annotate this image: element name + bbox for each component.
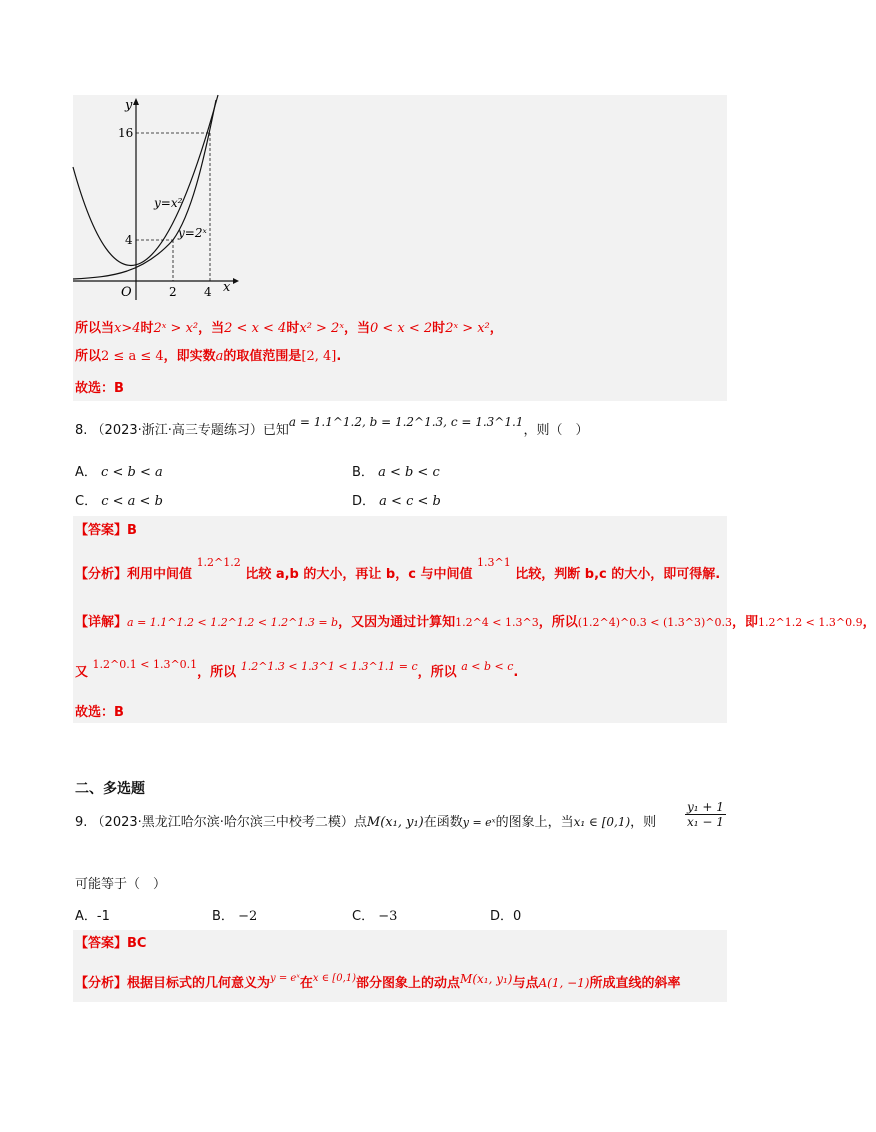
tick-4-y: 4 (125, 233, 133, 247)
exponential-curve (73, 100, 216, 279)
q9-answer: 【答案】BC (75, 936, 147, 951)
q8-detail-line-2: 又 $^{1.2\^{}0.1 < 1.3\^{}0.1}$，所以 $^{1.2\^{}1.3 < 1.3\^{}1 < 1.3\^{}1.1 = c}$，所以 $^{a < b < c}$. (75, 658, 519, 680)
q8-answer: 【答案】B (75, 523, 137, 538)
question-8-stem: 8. （2023·浙江·高三专题练习）已知a = 1.1^1.2, b = 1.2^1.3, c = 1.3^1.1，则（ ） (75, 415, 589, 438)
label-x-squared: y=x² (154, 196, 183, 210)
tick-2: 2 (169, 285, 177, 299)
q9-option-d[interactable]: D．0 (490, 909, 522, 924)
q8-option-a[interactable]: A． c < b < a (75, 465, 163, 480)
function-graph (73, 95, 243, 305)
q9-option-a[interactable]: A．-1 (75, 909, 110, 924)
origin-label: O (121, 285, 132, 300)
solution-7-line-2: 所以2 ≤ a ≤ 4，即实数a的取值范围是[2, 4]. (75, 349, 342, 364)
q9-option-b[interactable]: B． −2 (212, 909, 258, 924)
q8-choice: 故选：B (75, 705, 124, 720)
q8-analysis: 【分析】利用中间值 $^{1.2\^{}1.2}$ 比较 a,b 的大小，再让 b，c 与中间值 $^{1.3\^{}1}$ 比较，判断 b,c 的大小，即可得解. (75, 556, 721, 582)
section-heading: 二、多选题 (75, 781, 145, 797)
tick-16: 16 (118, 126, 134, 140)
q8-option-c[interactable]: C． c < a < b (75, 494, 163, 509)
q8-option-d[interactable]: D． a < c < b (352, 494, 441, 509)
q9-option-c[interactable]: C． −3 (352, 909, 398, 924)
q8-detail-line-1: 【详解】a = 1.1^1.2 < 1.2^1.2 < 1.2^1.3 = b，又因为通过计算知1.2^4 < 1.3^3，所以(1.2^4)^0.3 < (1.3^3)^0.3，即1.2^1.2 < 1.3^0.9， (75, 615, 876, 630)
tick-4-x: 4 (204, 285, 212, 299)
solution-7-line-1: 所以当x>4时2ˣ > x²，当2 < x < 4时x² > 2ˣ，当0 < x < 2时2ˣ > x²， (75, 321, 503, 336)
question-9-line-2: 可能等于（ ） (75, 877, 167, 892)
q8-option-b[interactable]: B． a < b < c (352, 465, 440, 480)
q9-fraction: $\frac{\text{y₁ + 1}}{\text{x₁ − 1}}$ (687, 800, 724, 829)
question-9-stem: 9. （2023·黑龙江哈尔滨·哈尔滨三中校考二模）点M(x₁, y₁)在函数y = eˣ的图象上，当x₁ ∈ [0,1)，则 (75, 815, 657, 830)
q9-analysis: 【分析】根据目标式的几何意义为$^{y = eˣ}$在$^{x \in [0,1)}$部分图象上的动点M(x₁, y₁)与点A(1, −1)所成直线的斜率 (75, 972, 681, 991)
label-2-power-x: y=2ˣ (178, 226, 207, 240)
solution-7-choice: 故选：B (75, 381, 124, 396)
x-axis-label: x (223, 280, 231, 295)
y-axis-label: y (125, 98, 133, 113)
